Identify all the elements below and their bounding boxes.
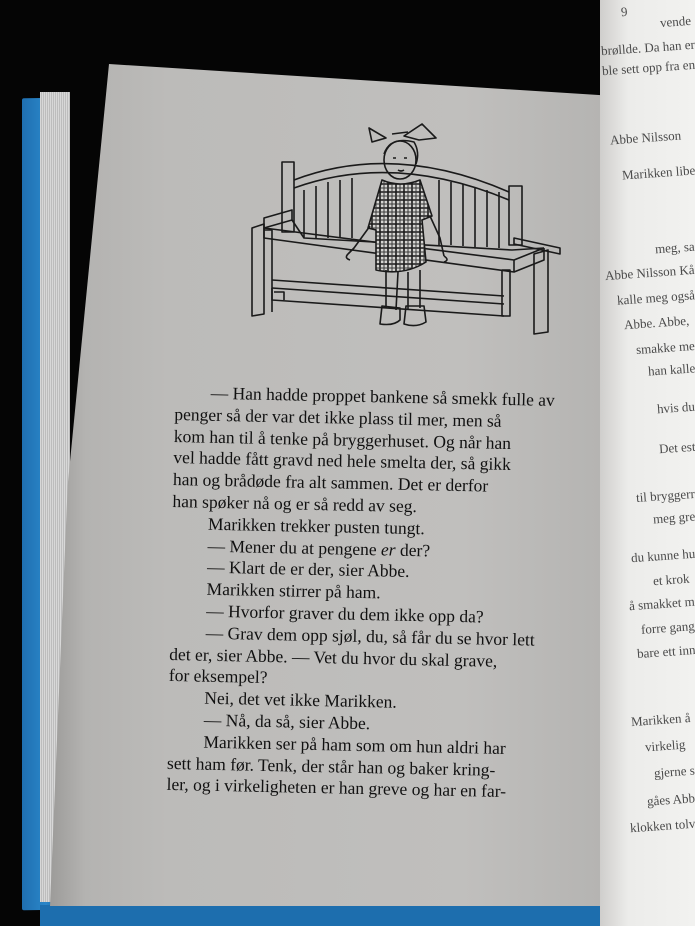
text-line: — Han hadde proppet bankene så smekk fulle av xyxy=(210,382,555,410)
bench-girl-illustration xyxy=(244,120,564,345)
right-page-fragment: vende xyxy=(659,12,692,31)
text-line: han og brådøde fra alt sammen. Det er derfor xyxy=(172,469,489,496)
right-page-fragment: Abbe. Abbe, xyxy=(623,312,690,333)
right-page-fragment: smakke me xyxy=(635,337,695,358)
text-span: der? xyxy=(399,539,431,560)
text-emphasis: er xyxy=(380,538,396,560)
text-line: han spøker nå og er så redd av seg. xyxy=(172,490,418,517)
right-page-fragment: han kalle xyxy=(647,360,695,379)
right-page-fragment: Marikken å xyxy=(630,709,692,730)
text-line: penger så der var det ikke plass til mer, men så xyxy=(174,403,502,431)
right-page xyxy=(600,0,695,926)
right-page-fragment: Abbe Nilsson Kå xyxy=(605,261,695,284)
right-page-fragment: gåes Abb xyxy=(646,790,695,809)
right-page-fragment: meg, sa xyxy=(654,238,695,257)
text-line: ler, og i virkeligheten er han greve og har en far- xyxy=(166,774,507,802)
text-line: kom han til å tenke på bryggerhuset. Og når han xyxy=(173,425,512,453)
text-line: — Grav dem opp sjøl, du, så får du se hvor lett xyxy=(205,622,535,650)
text-line: — Nå, da så, sier Abbe. xyxy=(203,709,371,734)
text-line: Marikken stirrer på ham. xyxy=(206,578,381,603)
right-page-fragment: meg gre xyxy=(652,508,695,527)
right-page-fragment: du kunne hu xyxy=(630,545,695,566)
right-page-fragment: brøllde. Da han er xyxy=(600,36,695,59)
right-page-fragment: forre gang xyxy=(640,618,695,637)
text-line: — Klart de er der, sier Abbe. xyxy=(206,557,410,582)
text-line: det er, sier Abbe. — Vet du hvor du skal grave, xyxy=(169,643,498,671)
text-line: — Hvorfor graver du dem ikke opp da? xyxy=(206,600,484,627)
text-line: Nei, det vet ikke Marikken. xyxy=(204,687,398,712)
right-page-fragment: bare ett inn xyxy=(636,641,695,662)
right-page-fragment: 9 xyxy=(619,3,628,20)
book-text xyxy=(166,382,605,805)
right-page-fragment: klokken tolv xyxy=(629,815,695,836)
text-line: Marikken trekker pusten tungt. xyxy=(207,513,425,539)
right-page-fragment: et krok xyxy=(652,570,690,589)
text-line: Marikken ser på ham som om hun aldri har xyxy=(203,731,506,758)
right-page-fragment: hvis du xyxy=(656,398,695,417)
text-line: for eksempel? xyxy=(168,665,268,688)
text-span: — Mener du at pengene xyxy=(207,535,377,559)
right-page-fragment: Det est xyxy=(658,438,695,457)
text-line: vel hadde fått gravd ned hele smelta der, så gikk xyxy=(173,447,512,475)
right-page-fragment: Abbe Nilsson xyxy=(609,127,682,148)
right-page-fragment: ble sett opp fra en xyxy=(601,56,695,79)
right-page-fragment: å smakket m xyxy=(628,593,695,614)
right-page-fragment: virkelig xyxy=(644,736,686,755)
right-page-fragment: til bryggerr xyxy=(635,485,695,506)
book-cover-bottom xyxy=(40,905,640,926)
right-page-fragment: gjerne s xyxy=(653,762,695,781)
text-line: sett ham før. Tenk, der står han og baker kring- xyxy=(166,752,496,780)
right-page-fragment: Marikken libe xyxy=(621,162,695,183)
right-page-fragment: kalle meg også xyxy=(616,287,695,308)
